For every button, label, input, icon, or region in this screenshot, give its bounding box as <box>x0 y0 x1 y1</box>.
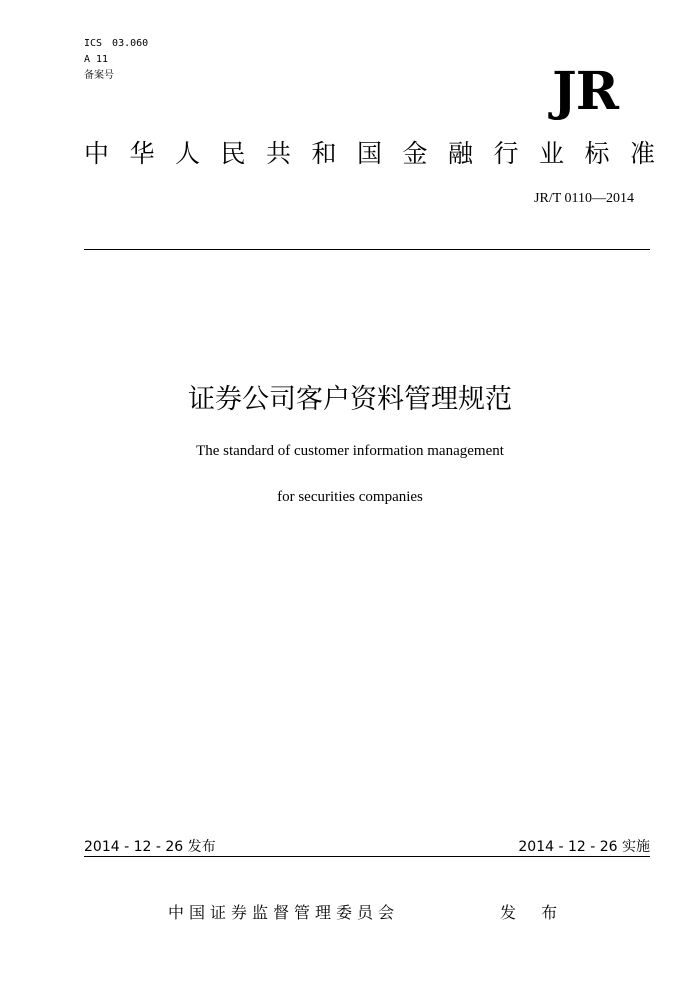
publish-label: 发 布 <box>500 903 568 922</box>
document-title-zh: 证券公司客户资料管理规范 <box>188 384 512 415</box>
publisher-name: 中国证券监督管理委员会 <box>168 903 400 922</box>
record-number-label: 备案号 <box>84 70 114 81</box>
ics-code: ICS 03.060 <box>84 38 149 49</box>
document-title-en-line2: for securities companies <box>277 489 423 505</box>
footer-divider <box>84 856 650 857</box>
implementation-date: 2014 - 12 - 26 实施 <box>518 839 650 855</box>
classification-code: A 11 <box>84 54 109 65</box>
sector-standard-title: 中华人民共和国金融行业标准 <box>84 139 676 168</box>
header-divider <box>84 249 650 250</box>
document-number: JR/T 0110—2014 <box>534 191 634 206</box>
issue-date: 2014 - 12 - 26 发布 <box>84 839 216 855</box>
document-title-en-line1: The standard of customer information management <box>196 443 504 459</box>
jr-logo: JR <box>552 61 618 122</box>
